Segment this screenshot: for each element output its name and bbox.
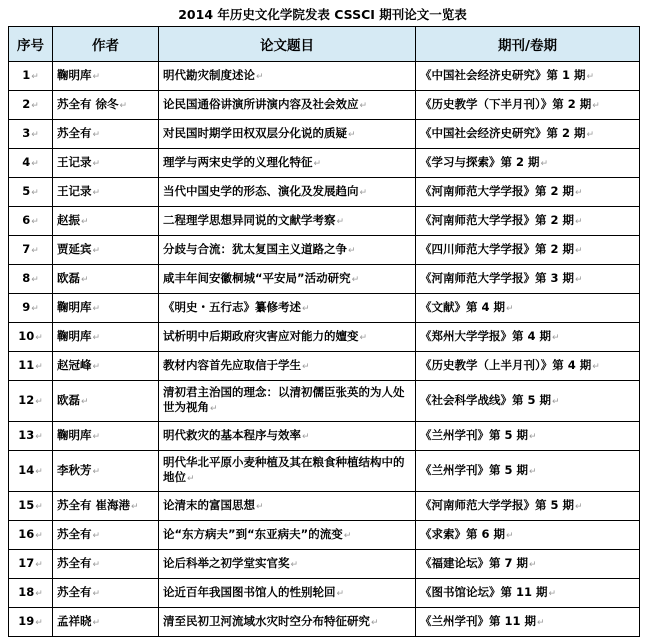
cell-author-text: 欧磊 xyxy=(57,392,80,407)
paragraph-mark-icon: ↵ xyxy=(31,187,39,198)
cell-author xyxy=(53,323,159,352)
cell-title-text: 明代华北平原小麦种植及其在粮食种植结构中的地位 xyxy=(163,455,405,484)
paragraph-mark-icon: ↵ xyxy=(92,530,101,541)
paragraph-mark-icon: ↵ xyxy=(35,431,43,442)
paragraph-mark-icon: ↵ xyxy=(592,100,600,111)
cell-author-text: 鞠明库 xyxy=(57,427,92,442)
cell-title xyxy=(159,62,416,91)
paragraph-mark-icon: ↵ xyxy=(359,100,368,111)
cell-title-text: 当代中国史学的形态、演化及发展趋向 xyxy=(163,183,359,198)
cell-title xyxy=(159,236,416,265)
cell-author-text: 贾延宾 xyxy=(57,241,92,256)
cell-num-text: 14 xyxy=(18,462,35,477)
paragraph-mark-icon: ↵ xyxy=(529,466,537,477)
cell-num xyxy=(9,149,53,178)
paragraph-mark-icon: ↵ xyxy=(529,431,537,442)
cell-num xyxy=(9,207,53,236)
cell-journal xyxy=(416,149,640,178)
cell-author-text: 苏全有 xyxy=(57,584,92,599)
table-row xyxy=(9,492,640,521)
cell-num-text: 16 xyxy=(18,526,35,541)
cell-title xyxy=(159,294,416,323)
paragraph-mark-icon: ↵ xyxy=(35,501,43,512)
cell-title-text: 清初君主治国的理念：以清初儒臣张英的为人处世为视角 xyxy=(163,385,405,414)
cell-journal-text: 《河南师范大学学报》第 5 期 xyxy=(420,497,575,512)
cell-num xyxy=(9,265,53,294)
paragraph-mark-icon: ↵ xyxy=(92,361,101,372)
cell-journal-text: 《兰州学刊》第 5 期 xyxy=(420,427,529,442)
paragraph-mark-icon: ↵ xyxy=(256,501,264,512)
cell-author xyxy=(53,236,159,265)
paragraph-mark-icon: ↵ xyxy=(92,245,101,256)
cell-journal xyxy=(416,381,640,422)
cell-author-text: 苏全有 崔海港 xyxy=(57,497,131,512)
cell-num xyxy=(9,451,53,492)
cell-title-text: 明代勘灾制度述论 xyxy=(163,67,255,82)
cell-author-text: 鞠明库 xyxy=(57,299,92,314)
cell-author xyxy=(53,492,159,521)
paragraph-mark-icon: ↵ xyxy=(92,71,101,82)
cell-author xyxy=(53,521,159,550)
cell-num-text: 3 xyxy=(22,125,31,140)
cell-num-text: 7 xyxy=(22,241,31,256)
cell-num-text: 5 xyxy=(22,183,31,198)
paragraph-mark-icon: ↵ xyxy=(529,559,537,570)
cell-num xyxy=(9,521,53,550)
cell-journal-text: 《兰州学刊》第 5 期 xyxy=(420,462,529,477)
cell-title-text: 清至民初卫河流域水灾时空分布特征研究 xyxy=(163,613,370,628)
table-row xyxy=(9,579,640,608)
cell-title xyxy=(159,608,416,637)
paragraph-mark-icon: ↵ xyxy=(359,187,368,198)
cell-title xyxy=(159,323,416,352)
cell-num-text: 1 xyxy=(22,67,31,82)
cell-num xyxy=(9,120,53,149)
paragraph-mark-icon: ↵ xyxy=(506,530,514,541)
cell-journal-text: 《郑州大学学报》第 4 期 xyxy=(420,328,552,343)
cell-journal-text: 《图书馆论坛》第 11 期 xyxy=(420,584,548,599)
cell-num-text: 19 xyxy=(18,613,35,628)
paragraph-mark-icon: ↵ xyxy=(31,100,39,111)
cell-num-text: 2 xyxy=(22,96,31,111)
cell-title xyxy=(159,550,416,579)
cell-title xyxy=(159,265,416,294)
paragraph-mark-icon: ↵ xyxy=(31,129,39,140)
paragraph-mark-icon: ↵ xyxy=(575,245,583,256)
cell-title xyxy=(159,91,416,120)
paragraph-mark-icon: ↵ xyxy=(575,216,583,227)
cell-journal xyxy=(416,550,640,579)
cell-num-text: 11 xyxy=(18,357,35,372)
cell-author xyxy=(53,352,159,381)
paragraph-mark-icon: ↵ xyxy=(92,187,101,198)
cell-title-text: 论“东方病夫”到“东亚病夫”的流变 xyxy=(163,526,343,541)
paragraph-mark-icon: ↵ xyxy=(31,303,39,314)
cell-title xyxy=(159,451,416,492)
cell-author-text: 王记录 xyxy=(57,154,92,169)
paragraph-mark-icon: ↵ xyxy=(35,559,43,570)
paragraph-mark-icon: ↵ xyxy=(81,274,89,285)
cell-num-text: 10 xyxy=(18,328,35,343)
cell-num-text: 8 xyxy=(22,270,31,285)
table-row xyxy=(9,236,640,265)
cell-journal xyxy=(416,294,640,323)
cell-title-text: 咸丰年间安徽桐城“平安局”活动研究 xyxy=(163,270,351,285)
cell-num xyxy=(9,294,53,323)
paragraph-mark-icon: ↵ xyxy=(119,100,128,111)
cell-journal-text: 《历史教学（上半月刊）》第 4 期 xyxy=(420,357,592,372)
papers-table xyxy=(8,26,640,637)
cell-author-text: 鞠明库 xyxy=(57,328,92,343)
cell-author xyxy=(53,451,159,492)
cell-author xyxy=(53,265,159,294)
paragraph-mark-icon: ↵ xyxy=(336,216,345,227)
cell-journal xyxy=(416,265,640,294)
cell-author-text: 王记录 xyxy=(57,183,92,198)
cell-journal-text: 《河南师范大学学报》第 2 期 xyxy=(420,212,575,227)
cell-title-text: 对民国时期学田权双层分化说的质疑 xyxy=(163,125,347,140)
cell-num xyxy=(9,352,53,381)
paragraph-mark-icon: ↵ xyxy=(371,617,379,628)
paragraph-mark-icon: ↵ xyxy=(302,431,310,442)
table-row xyxy=(9,91,640,120)
cell-author-text: 苏全有 徐冬 xyxy=(57,96,119,111)
cell-title xyxy=(159,492,416,521)
header-journal: 期刊/卷期 xyxy=(416,27,640,62)
cell-author xyxy=(53,178,159,207)
cell-author xyxy=(53,608,159,637)
paragraph-mark-icon: ↵ xyxy=(92,617,101,628)
paragraph-mark-icon: ↵ xyxy=(348,245,356,256)
document-title: 2014 年历史文化学院发表 CSSCI 期刊论文一览表 xyxy=(178,7,467,22)
cell-num xyxy=(9,178,53,207)
cell-journal xyxy=(416,207,640,236)
cell-journal xyxy=(416,178,640,207)
cell-num xyxy=(9,323,53,352)
table-row xyxy=(9,521,640,550)
cell-author-text: 苏全有 xyxy=(57,125,92,140)
paragraph-mark-icon: ↵ xyxy=(575,274,583,285)
paragraph-mark-icon: ↵ xyxy=(131,501,139,512)
cell-journal xyxy=(416,352,640,381)
cell-journal-text: 《历史教学（下半月刊）》第 2 期 xyxy=(420,96,592,111)
cell-title-text: 分歧与合流：犹太复国主义道路之争 xyxy=(163,241,347,256)
table-row xyxy=(9,323,640,352)
cell-journal xyxy=(416,120,640,149)
cell-author xyxy=(53,62,159,91)
cell-author xyxy=(53,91,159,120)
table-row xyxy=(9,294,640,323)
paragraph-mark-icon: ↵ xyxy=(35,530,43,541)
cell-journal-text: 《河南师范大学学报》第 2 期 xyxy=(420,183,575,198)
paragraph-mark-icon: ↵ xyxy=(35,588,43,599)
paragraph-mark-icon: ↵ xyxy=(92,588,101,599)
cell-journal-text: 《中国社会经济史研究》第 2 期 xyxy=(420,125,586,140)
paragraph-mark-icon: ↵ xyxy=(552,396,560,407)
paragraph-mark-icon: ↵ xyxy=(81,396,89,407)
paragraph-mark-icon: ↵ xyxy=(575,501,583,512)
header-author: 作者 xyxy=(53,27,159,62)
table-row xyxy=(9,120,640,149)
paragraph-mark-icon: ↵ xyxy=(35,332,43,343)
cell-num-text: 9 xyxy=(22,299,31,314)
paragraph-mark-icon: ↵ xyxy=(313,158,322,169)
paragraph-mark-icon: ↵ xyxy=(302,303,310,314)
cell-num-text: 18 xyxy=(18,584,35,599)
cell-journal-text: 《社会科学战线》第 5 期 xyxy=(420,392,552,407)
table-row xyxy=(9,265,640,294)
cell-journal xyxy=(416,91,640,120)
table-row xyxy=(9,550,640,579)
table-row xyxy=(9,352,640,381)
cell-title xyxy=(159,422,416,451)
paragraph-mark-icon: ↵ xyxy=(92,158,101,169)
cell-num-text: 13 xyxy=(18,427,35,442)
cell-journal xyxy=(416,492,640,521)
paragraph-mark-icon: ↵ xyxy=(290,559,299,570)
paragraph-mark-icon: ↵ xyxy=(92,431,101,442)
cell-title xyxy=(159,178,416,207)
cell-journal-text: 《中国社会经济史研究》第 1 期 xyxy=(420,67,586,82)
cell-num-text: 4 xyxy=(22,154,31,169)
cell-author xyxy=(53,579,159,608)
cell-journal xyxy=(416,579,640,608)
cell-num xyxy=(9,579,53,608)
cell-title-text: 论民国通俗讲演所讲演内容及社会效应 xyxy=(163,96,359,111)
cell-author xyxy=(53,294,159,323)
cell-title-text: 《明史・五行志》纂修考述 xyxy=(163,299,301,314)
cell-title-text: 二程理学思想异同说的文献学考察 xyxy=(163,212,336,227)
cell-journal xyxy=(416,521,640,550)
cell-title-text: 论清末的富国思想 xyxy=(163,497,255,512)
cell-journal xyxy=(416,323,640,352)
paragraph-mark-icon: ↵ xyxy=(35,361,43,372)
cell-author-text: 赵振 xyxy=(57,212,80,227)
cell-num-text: 17 xyxy=(18,555,35,570)
table-row xyxy=(9,149,640,178)
cell-author xyxy=(53,422,159,451)
paragraph-mark-icon: ↵ xyxy=(35,617,43,628)
cell-journal xyxy=(416,236,640,265)
cell-title xyxy=(159,149,416,178)
cell-num xyxy=(9,91,53,120)
cell-num-text: 12 xyxy=(18,392,35,407)
table-row xyxy=(9,62,640,91)
cell-journal-text: 《四川师范大学学报》第 2 期 xyxy=(420,241,575,256)
cell-author xyxy=(53,550,159,579)
cell-author-text: 孟祥晓 xyxy=(57,613,92,628)
cell-title xyxy=(159,579,416,608)
cell-journal-text: 《兰州学刊》第 11 期 xyxy=(420,613,537,628)
cell-title xyxy=(159,521,416,550)
paragraph-mark-icon: ↵ xyxy=(31,216,39,227)
cell-title xyxy=(159,352,416,381)
table-row xyxy=(9,178,640,207)
cell-author-text: 欧磊 xyxy=(57,270,80,285)
cell-author-text: 赵冠峰 xyxy=(57,357,92,372)
paragraph-mark-icon: ↵ xyxy=(31,71,39,82)
paragraph-mark-icon: ↵ xyxy=(92,303,101,314)
cell-journal-text: 《学习与探索》第 2 期 xyxy=(420,154,540,169)
cell-title-text: 论近百年我国图书馆人的性别轮回 xyxy=(163,584,336,599)
cell-num-text: 6 xyxy=(22,212,31,227)
paragraph-mark-icon: ↵ xyxy=(92,466,101,477)
paragraph-mark-icon: ↵ xyxy=(336,588,345,599)
cell-num-text: 15 xyxy=(18,497,35,512)
cell-journal xyxy=(416,62,640,91)
cell-title-text: 论后科举之初学堂实官奖 xyxy=(163,555,290,570)
cell-title xyxy=(159,120,416,149)
paragraph-mark-icon: ↵ xyxy=(92,332,101,343)
table-body xyxy=(9,62,640,637)
paragraph-mark-icon: ↵ xyxy=(351,274,360,285)
paragraph-mark-icon: ↵ xyxy=(343,530,352,541)
paragraph-mark-icon: ↵ xyxy=(548,588,557,599)
paragraph-mark-icon: ↵ xyxy=(35,396,43,407)
paragraph-mark-icon: ↵ xyxy=(592,361,600,372)
cell-journal xyxy=(416,608,640,637)
cell-num xyxy=(9,492,53,521)
paragraph-mark-icon: ↵ xyxy=(537,617,545,628)
cell-journal-text: 《河南师范大学学报》第 3 期 xyxy=(420,270,575,285)
table-row xyxy=(9,207,640,236)
paragraph-mark-icon: ↵ xyxy=(210,404,218,414)
paragraph-mark-icon: ↵ xyxy=(302,361,310,372)
cell-title xyxy=(159,381,416,422)
table-row xyxy=(9,381,640,422)
cell-author xyxy=(53,381,159,422)
paragraph-mark-icon: ↵ xyxy=(359,332,368,343)
cell-num xyxy=(9,422,53,451)
cell-num xyxy=(9,550,53,579)
paragraph-mark-icon: ↵ xyxy=(92,559,101,570)
paragraph-mark-icon: ↵ xyxy=(586,71,595,82)
cell-title-text: 理学与两宋史学的义理化特征 xyxy=(163,154,313,169)
cell-author xyxy=(53,207,159,236)
cell-author xyxy=(53,120,159,149)
paragraph-mark-icon: ↵ xyxy=(348,129,356,140)
cell-author-text: 苏全有 xyxy=(57,526,92,541)
cell-num xyxy=(9,236,53,265)
paragraph-mark-icon: ↵ xyxy=(187,474,195,484)
paragraph-mark-icon: ↵ xyxy=(31,274,39,285)
paragraph-mark-icon: ↵ xyxy=(31,245,39,256)
header-title: 论文题目 xyxy=(159,27,416,62)
paragraph-mark-icon: ↵ xyxy=(31,158,39,169)
table-row xyxy=(9,451,640,492)
paragraph-mark-icon: ↵ xyxy=(256,71,264,82)
cell-num xyxy=(9,62,53,91)
table-row xyxy=(9,608,640,637)
cell-journal xyxy=(416,422,640,451)
table-header-row xyxy=(9,27,640,62)
paragraph-mark-icon: ↵ xyxy=(92,129,101,140)
cell-journal-text: 《福建论坛》第 7 期 xyxy=(420,555,529,570)
cell-journal xyxy=(416,451,640,492)
cell-title-text: 明代救灾的基本程序与效率 xyxy=(163,427,301,442)
paragraph-mark-icon: ↵ xyxy=(81,216,89,227)
paragraph-mark-icon: ↵ xyxy=(586,129,595,140)
cell-journal-text: 《文献》第 4 期 xyxy=(420,299,506,314)
paragraph-mark-icon: ↵ xyxy=(575,187,583,198)
header-num: 序号 xyxy=(9,27,53,62)
cell-title xyxy=(159,207,416,236)
cell-author-text: 李秋芳 xyxy=(57,462,92,477)
cell-num xyxy=(9,381,53,422)
paragraph-mark-icon: ↵ xyxy=(540,158,549,169)
cell-author-text: 鞠明库 xyxy=(57,67,92,82)
table-row xyxy=(9,422,640,451)
paragraph-mark-icon: ↵ xyxy=(506,303,514,314)
cell-journal-text: 《求索》第 6 期 xyxy=(420,526,506,541)
paragraph-mark-icon: ↵ xyxy=(35,466,43,477)
cell-title-text: 教材内容首先应取信于学生 xyxy=(163,357,301,372)
paragraph-mark-icon: ↵ xyxy=(552,332,560,343)
cell-num xyxy=(9,608,53,637)
cell-title-text: 试析明中后期政府灾害应对能力的嬗变 xyxy=(163,328,359,343)
cell-author-text: 苏全有 xyxy=(57,555,92,570)
cell-author xyxy=(53,149,159,178)
